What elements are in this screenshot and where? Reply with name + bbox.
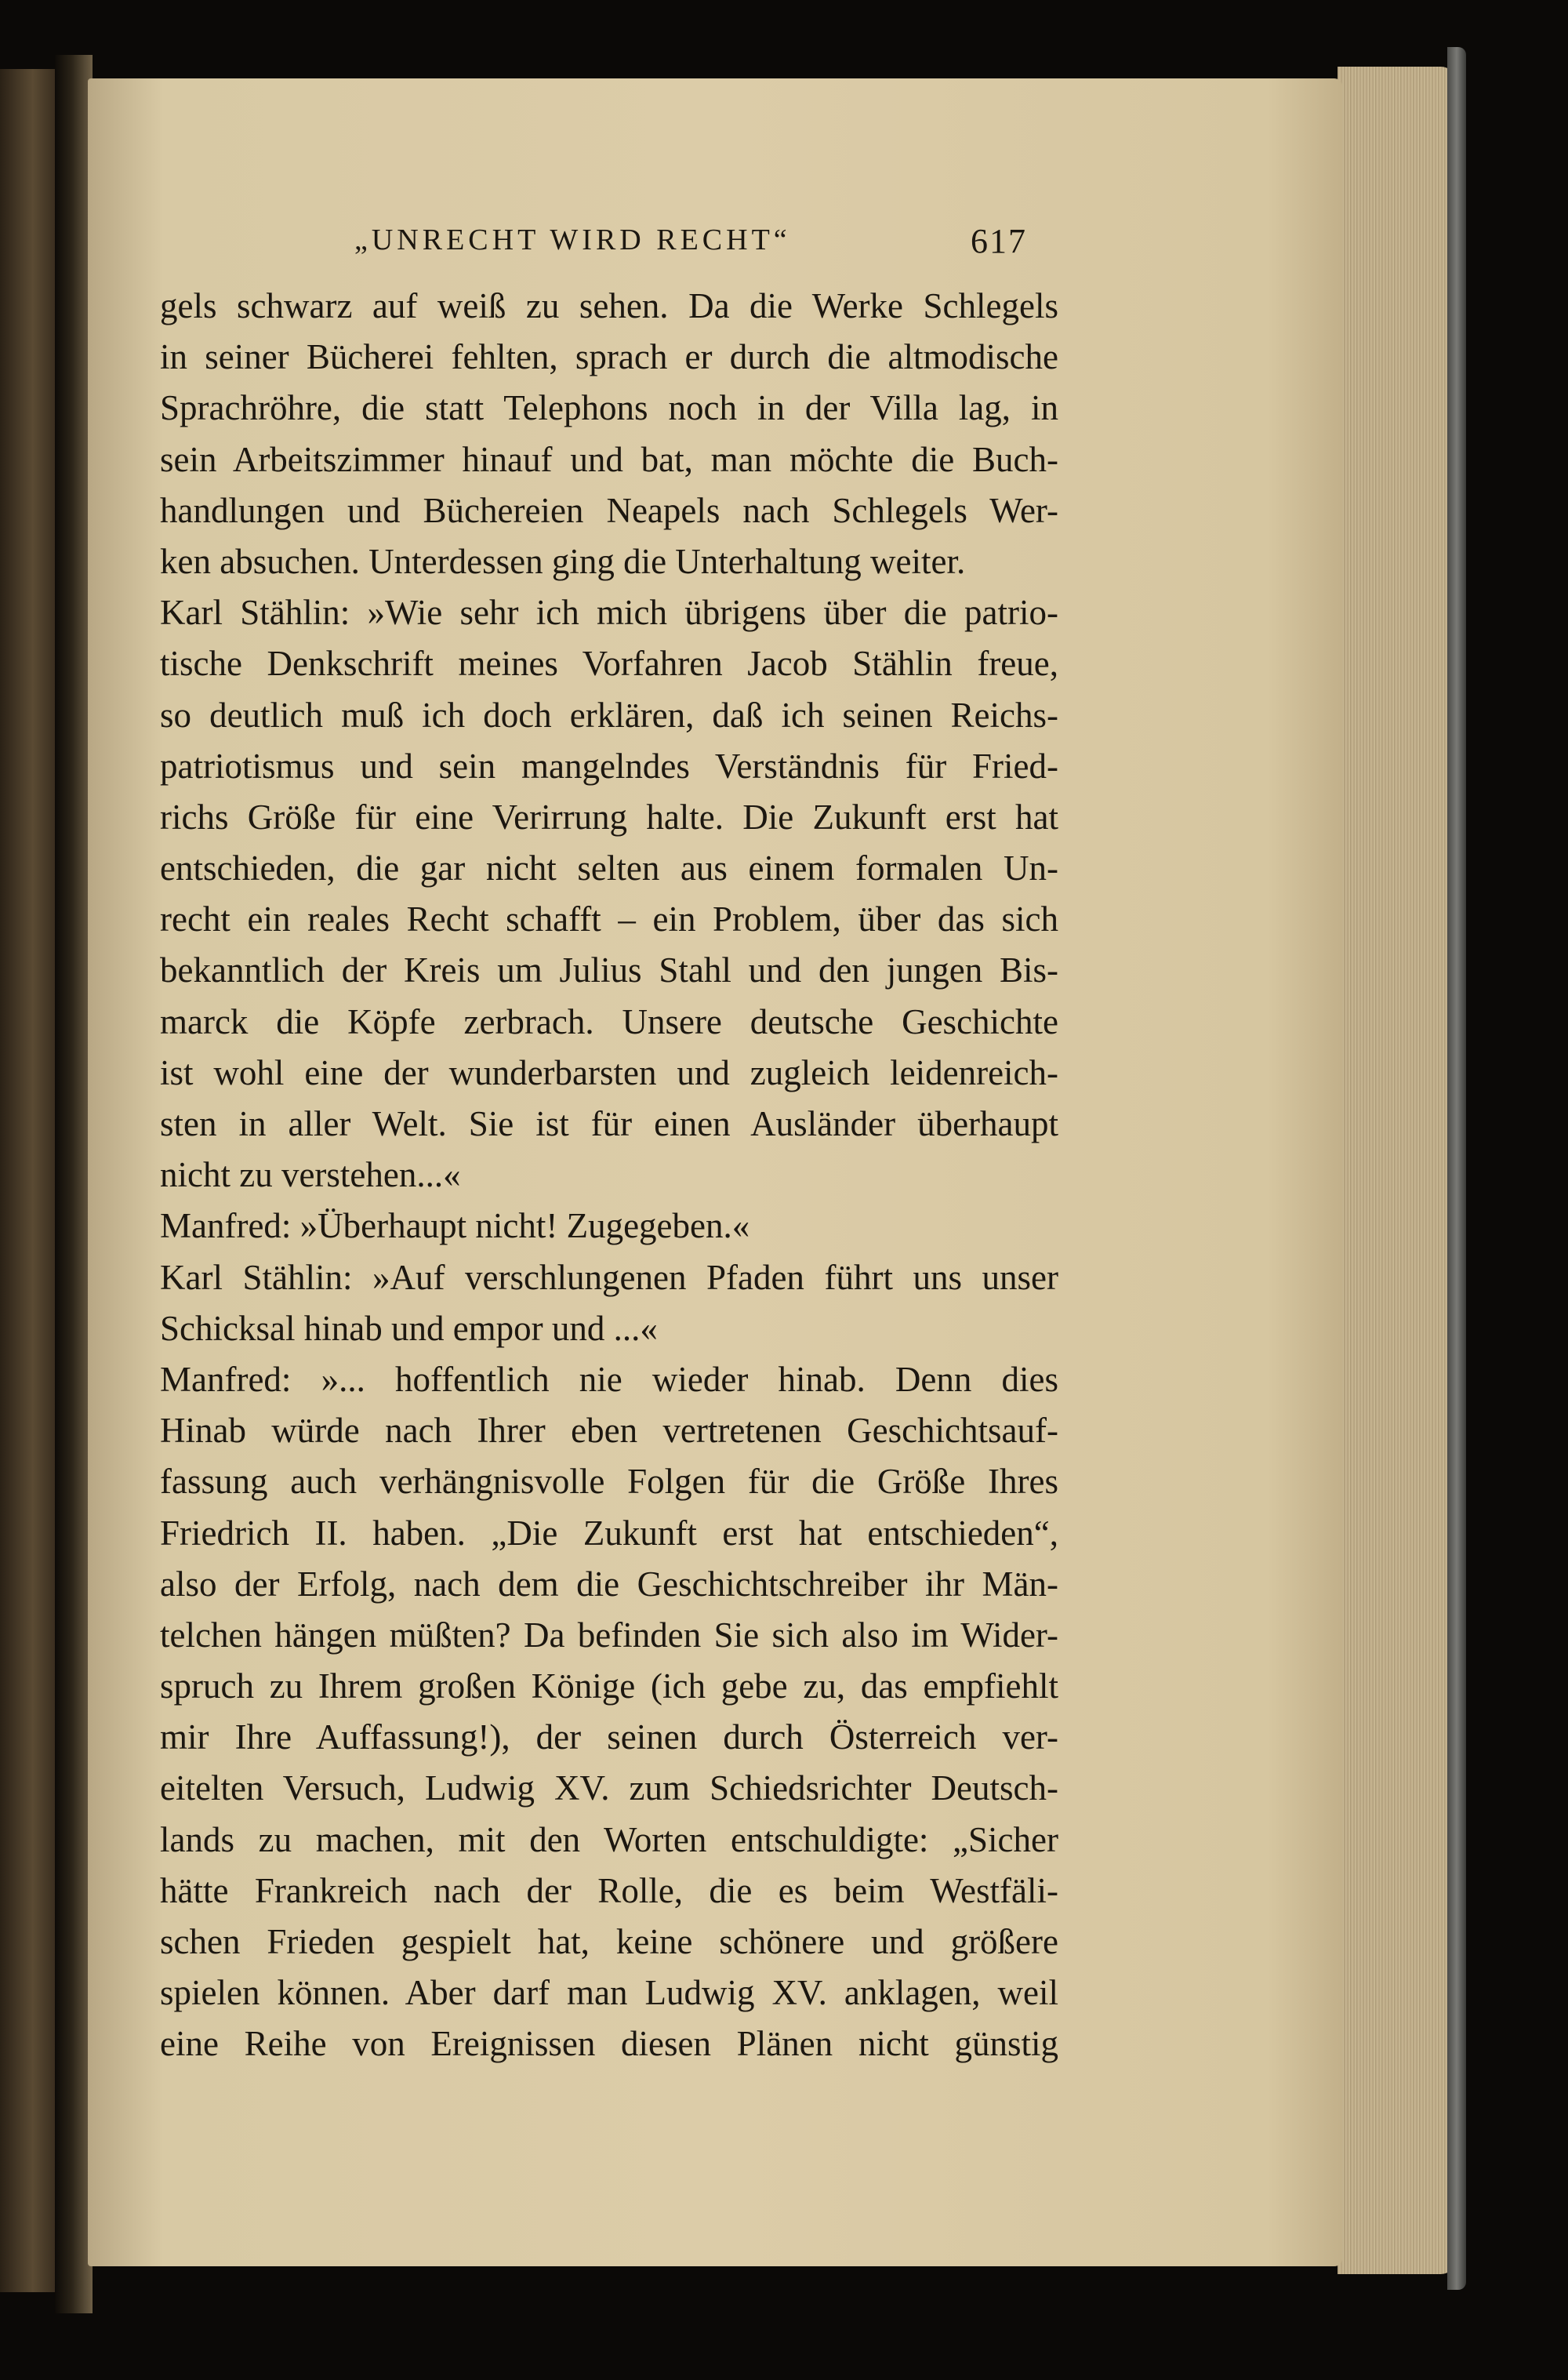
running-head: „UNRECHT WIRD RECHT“: [354, 223, 791, 256]
text-line: sein Arbeitszimmer hinauf und bat, man möchte die Buch-: [160, 439, 1058, 479]
text-line: gels schwarz auf weiß zu sehen. Da die Werke Schlegels: [160, 286, 1058, 325]
text-line: spruch zu Ihrem großen Könige (ich gebe zu, das empfiehlt: [160, 1666, 1058, 1706]
text-line: telchen hängen müßten? Da befinden Sie sich also im Wider-: [160, 1615, 1058, 1655]
text-line: schen Frieden gespielt hat, keine schönere und größere: [160, 1922, 1058, 1961]
text-line: marck die Köpfe zerbrach. Unsere deutsche Geschichte: [160, 1001, 1058, 1041]
text-line: lands zu machen, mit den Worten entschuldigte: „Sicher: [160, 1819, 1058, 1859]
text-line: hätte Frankreich nach der Rolle, die es beim Westfäli-: [160, 1870, 1058, 1910]
text-line: ist wohl eine der wunderbarsten und zugleich leidenreich-: [160, 1052, 1058, 1092]
book-gutter: [55, 55, 93, 2313]
text-line: Karl Stählin: »Auf verschlungenen Pfaden führt uns unser: [160, 1257, 1058, 1297]
text-line: nicht zu verstehen...«: [160, 1155, 461, 1195]
page-fore-edge: [1338, 67, 1455, 2274]
text-line: in seiner Bücherei fehlten, sprach er durch die altmodische: [160, 337, 1058, 377]
text-line: Manfred: »Überhaupt nicht! Zugegeben.«: [160, 1206, 750, 1246]
text-line: richs Größe für eine Verirrung halte. Die Zukunft erst hat: [160, 797, 1058, 837]
text-line: Sprachröhre, die statt Telephons noch in der Villa lag, in: [160, 388, 1058, 428]
text-line: also der Erfolg, nach dem die Geschichtschreiber ihr Män-: [160, 1564, 1058, 1604]
text-line: sten in aller Welt. Sie ist für einen Ausländer überhaupt: [160, 1104, 1058, 1143]
text-line: handlungen und Büchereien Neapels nach Schlegels Wer-: [160, 490, 1058, 530]
body-text: [160, 281, 1058, 2070]
text-line: recht ein reales Recht schafft – ein Problem, über das sich: [160, 899, 1058, 939]
text-line: Hinab würde nach Ihrer eben vertretenen Geschichtsauf-: [160, 1411, 1058, 1451]
text-line: eine Reihe von Ereignissen diesen Plänen nicht günstig: [160, 2024, 1058, 2064]
text-line: eitelten Versuch, Ludwig XV. zum Schiedsrichter Deutsch-: [160, 1768, 1058, 1808]
text-line: so deutlich muß ich doch erklären, daß ich seinen Reichs-: [160, 695, 1058, 735]
text-line: bekanntlich der Kreis um Julius Stahl und den jungen Bis-: [160, 950, 1058, 990]
text-line: patriotismus und sein mangelndes Verständnis für Fried-: [160, 746, 1058, 786]
text-line: mir Ihre Auffassung!), der seinen durch Österreich ver-: [160, 1717, 1058, 1757]
text-line: spielen können. Aber darf man Ludwig XV. anklagen, weil: [160, 1973, 1058, 2013]
page-number: 617: [971, 222, 1027, 260]
text-line: fassung auch verhängnisvolle Folgen für die Größe Ihres: [160, 1462, 1058, 1502]
cover-board-edge: [1447, 47, 1466, 2290]
text-line: ken absuchen. Unterdessen ging die Unterhaltung weiter.: [160, 541, 966, 581]
page-header: [0, 223, 1568, 270]
text-line: tische Denkschrift meines Vorfahren Jacob Stählin freue,: [160, 644, 1058, 684]
text-line: Schicksal hinab und empor und ...«: [160, 1308, 658, 1348]
text-line: entschieden, die gar nicht selten aus einem formalen Un-: [160, 848, 1058, 888]
text-line: Manfred: »... hoffentlich nie wieder hinab. Denn dies: [160, 1359, 1058, 1399]
text-line: Karl Stählin: »Wie sehr ich mich übrigens über die patrio-: [160, 593, 1058, 633]
text-line: Friedrich II. haben. „Die Zukunft erst hat entschieden“,: [160, 1513, 1058, 1553]
previous-page-edge: [0, 69, 55, 2292]
